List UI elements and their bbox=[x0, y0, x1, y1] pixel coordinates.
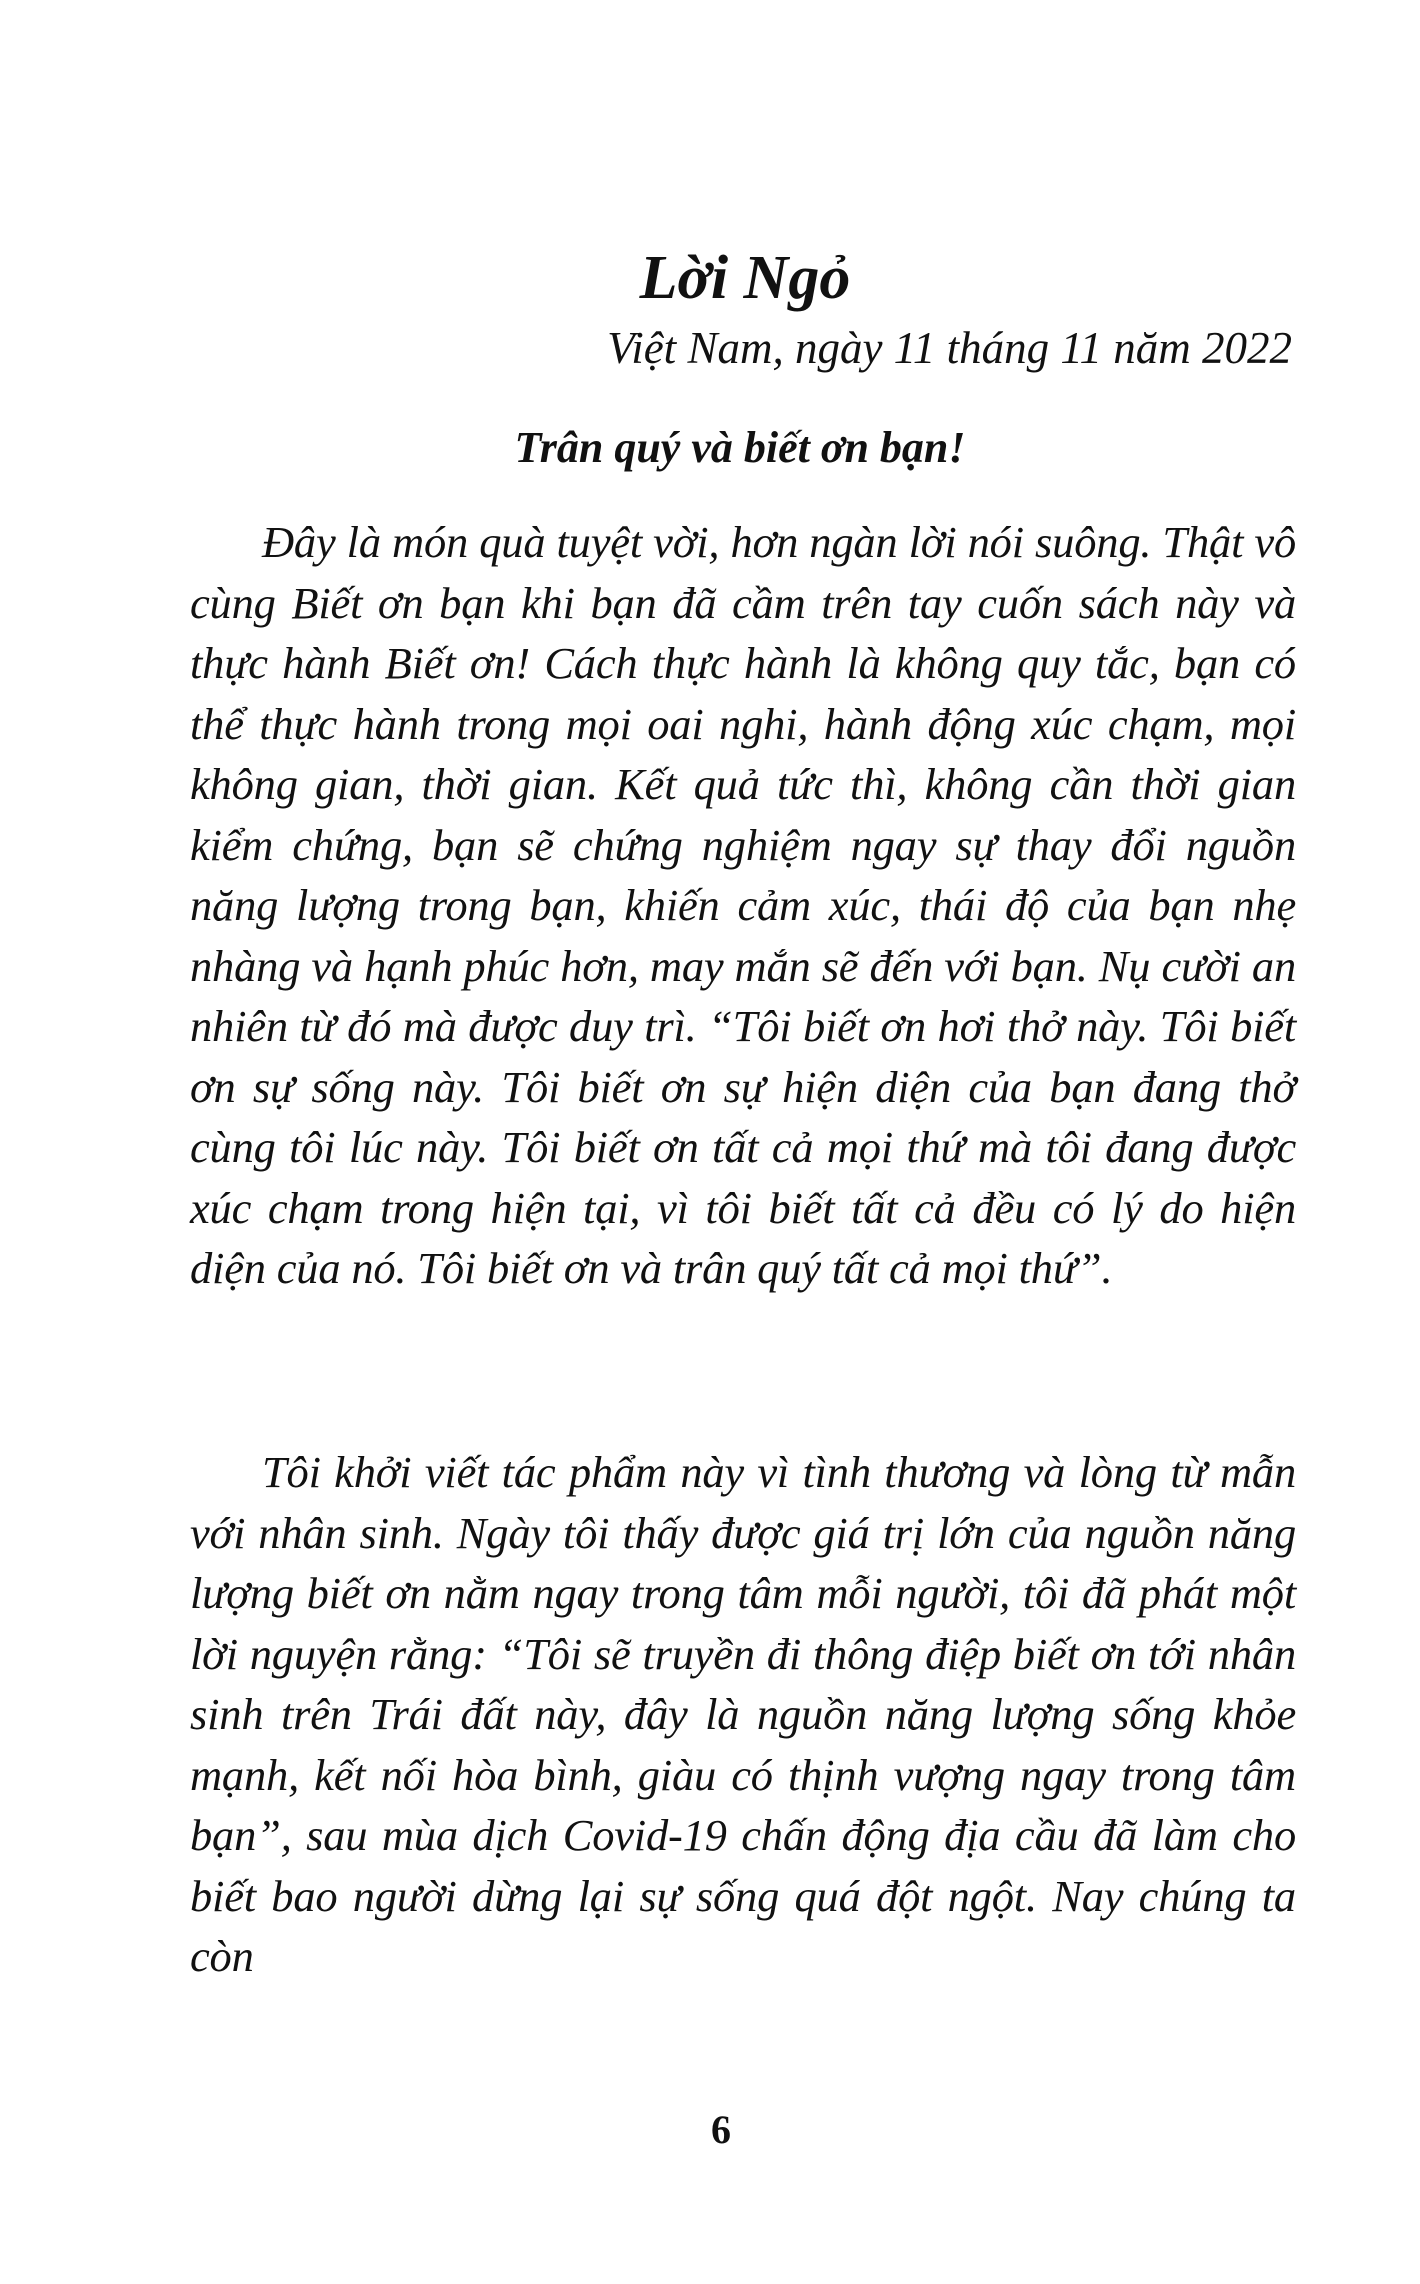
chapter-title: Lời Ngỏ bbox=[639, 244, 851, 312]
salutation: Trân quý và biết ơn bạn! bbox=[514, 423, 966, 472]
paragraph: Tôi khởi viết tác phẩm này vì tình thương và lòng từ mẫn với nhân sinh. Ngày tôi thấy được giá trị lớn của nguồn năng lượng biết ơn nằm ngay trong tâm mỗi người, tôi đã phát một lời nguyện rằng: “Tôi sẽ truyền đi thông điệp biết ơn tới nhân sinh trên Trái đất này, đây là nguồn năng lượng sống khỏe mạnh, kết nối hòa bình, giàu có thịnh vượng ngay trong tâm bạn”, sau mùa dịch Covid-19 chấn động địa cầu đã làm cho biết bao người dừng lại sự sống quá đột ngột. Nay chúng ta còn bbox=[190, 1447, 1296, 1981]
date-line: Việt Nam, ngày 11 tháng 11 năm 2022 bbox=[607, 323, 1292, 373]
page-number: 6 bbox=[711, 2107, 731, 2152]
paragraph: Đây là món quà tuyệt vời, hơn ngàn lời nói suông. Thật vô cùng Biết ơn bạn khi bạn đã cầm trên tay cuốn sách này và thực hành Biết ơn! Cách thực hành là không quy tắc, bạn có thể thực hành trong mọi oai nghi, hành động xúc chạm, mọi không gian, thời gian. Kết quả tức thì, không cần thời gian kiểm chứng, bạn sẽ chứng nghiệm ngay sự thay đổi nguồn năng lượng trong bạn, khiến cảm xúc, thái độ của bạn nhẹ nhàng và hạnh phúc hơn, may mắn sẽ đến với bạn. Nụ cười an nhiên từ đó mà được duy trì. “Tôi biết ơn hơi thở này. Tôi biết ơn sự sống này. Tôi biết ơn sự hiện diện của bạn đang thở cùng tôi lúc này. Tôi biết ơn tất cả mọi thứ mà tôi đang được xúc chạm trong hiện tại, vì tôi biết tất cả đều có lý do hiện diện của nó. Tôi biết ơn và trân quý tất cả mọi thứ”. bbox=[190, 517, 1296, 1293]
